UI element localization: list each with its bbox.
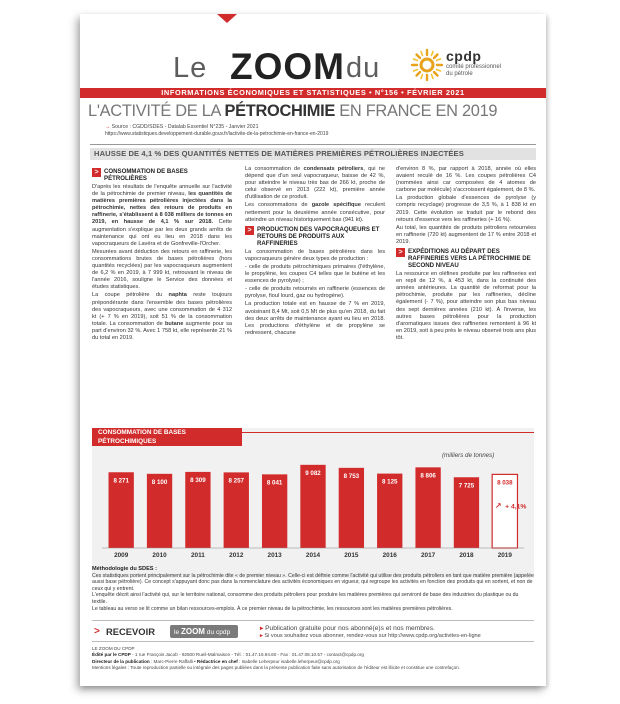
trend-arrow-icon: ↗ bbox=[494, 501, 502, 511]
chevron-right-icon: > bbox=[245, 226, 254, 235]
chart-tick-label: 2013 bbox=[267, 552, 282, 559]
section-title: EXPÉDITIONS AU DÉPART DES RAFFINERIES VERS LA PÉTROCHIMIE DE SECOND NIVEAU bbox=[408, 248, 531, 270]
logo-name: cpdp bbox=[446, 48, 482, 64]
text: D'après les résultats de l'enquête annuelle sur l'activité de la pétrochimie de premier niveau, bbox=[92, 184, 232, 198]
chart-bar bbox=[300, 465, 325, 548]
methodology-block bbox=[92, 566, 534, 612]
chart-value-label: 8 100 bbox=[151, 478, 168, 486]
chart-header bbox=[92, 428, 534, 445]
text: : Marc-Pierre Raffalli • bbox=[149, 658, 197, 664]
chart-tick-label: 2018 bbox=[459, 552, 474, 559]
chart-bar bbox=[415, 467, 440, 548]
zoom-badge bbox=[170, 625, 238, 638]
footer bbox=[92, 646, 534, 671]
chart-value-label: 9 082 bbox=[305, 469, 321, 477]
chart-tick-label: 2014 bbox=[305, 552, 321, 559]
chart-value-label: 8 041 bbox=[266, 479, 283, 487]
text-bold: Édité par le CPDP bbox=[92, 652, 131, 658]
paragraph: Au total, les quantités de produits pétroliers retournées en raffinerie (720 kt) augmentent de 17 % entre 2018 et 2019. bbox=[396, 224, 536, 245]
paragraph: La production globale d'essences de pyrolyse (y compris recyclage) progresse de 3,5 %, à 1 838 kt en 2019. Cette évolution se traduit par le rebond des retours d'essence vers les raffineries (+ 16 %). bbox=[396, 195, 536, 223]
subscribe-line-2[interactable] bbox=[260, 633, 481, 639]
text-bold: butane bbox=[164, 320, 184, 327]
headline-banner: HAUSSE DE 4,1 % DES QUANTITÉS NETTES DE MATIÈRES PREMIÈRES PÉTROLIÈRES INJECTÉES bbox=[90, 148, 536, 160]
badge-le: le bbox=[174, 629, 181, 636]
title-post: EN FRANCE EN 2019 bbox=[335, 102, 498, 120]
title-bold: PÉTROCHIMIE bbox=[224, 102, 336, 120]
chart-unit-label: (milliers de tonnes) bbox=[442, 452, 495, 459]
chart-tick-label: 2011 bbox=[190, 552, 205, 559]
text: augmente pour sa part d'environ 32 %. Avec 1 758 kt, elle représente 21 % du total en 2019. bbox=[92, 320, 232, 341]
chart-value-label: 8 038 bbox=[497, 479, 513, 487]
receive-label: RECEVOIR bbox=[106, 626, 155, 637]
newsletter-page bbox=[80, 14, 546, 686]
paragraph: - celle de produits pétrochimiques primaires (l'éthylène, le propylène, les coupes C4 telles que le butène et les essences de pyrolyse) ; bbox=[245, 263, 385, 285]
sun-logo-icon bbox=[410, 48, 444, 82]
paragraph bbox=[245, 166, 385, 201]
text-bold: les quantités de matières premières pétrolières injectées dans la pétrochimie, nettes des retours de produits en raffinerie, s'établissent à 8 038 milliers de tonnes en 2019, en hausse de 4,1 % sur 2018. bbox=[92, 191, 232, 226]
text-bold: gazole spécifique bbox=[311, 202, 361, 209]
chart-value-label: 8 753 bbox=[343, 472, 360, 480]
masthead bbox=[80, 44, 546, 87]
methodology-p3: Le tableau au verso se lit comme un bilan ressources-emplois. À ce premier niveau de la pétrochimie, les ressources sont les matières premières pétrolières. bbox=[92, 605, 453, 612]
chevron-right-icon: > bbox=[94, 626, 100, 637]
text: La consommation de bbox=[245, 166, 304, 172]
paragraph bbox=[92, 184, 232, 248]
methodology-p1: Ces statistiques portent principalement sur la pétrochimie dite « de premier niveau ». Celle-ci est définie comme l'activité qui utilise des produits pétroliers en tant que matière première (appelée aussi base pétrolière). Ce concept s'appuyant donc pas dans la nomenclature des activités économiques en vigueur, qui regroupe les activités en fonction des produits qui en sortent, et non de ceux qui y entrent. bbox=[92, 572, 534, 592]
column-1 bbox=[92, 166, 232, 343]
subscribe-line-1 bbox=[260, 624, 435, 632]
arrow-icon: → bbox=[105, 124, 112, 130]
chart-annotation: + 4,1% bbox=[505, 503, 527, 511]
chart-value-label: 8 806 bbox=[420, 472, 436, 480]
masthead-du: du bbox=[346, 52, 381, 84]
text-bold: condensats pétroliers bbox=[303, 166, 364, 172]
bar-chart bbox=[92, 437, 534, 565]
text-bold: naphta bbox=[168, 292, 187, 299]
arrow-icon: ▸ bbox=[260, 633, 263, 639]
chart-value-label: 8 257 bbox=[228, 477, 245, 485]
chevron-right-icon: > bbox=[92, 168, 101, 177]
source-text: Source : CGDD/SDES - Datalab Essentiel N°235 - Janvier 2021 bbox=[111, 124, 259, 130]
source-url[interactable]: https://www.statistiques.developpement-durable.gouv.fr/lactivite-de-la-petrochimie-en-france-en-2019 bbox=[105, 131, 329, 137]
paragraph: - celle de produits retournés en raffinerie (essences de pyrolyse, fioul lourd, gaz ou hydrogène). bbox=[245, 286, 385, 300]
text: Les consommations de bbox=[245, 202, 312, 209]
red-triangle-mark bbox=[217, 14, 237, 23]
chart-tick-label: 2016 bbox=[382, 552, 397, 559]
chart-value-label: 8 271 bbox=[113, 477, 129, 485]
section-heading bbox=[396, 248, 536, 269]
section-title: PRODUCTION DES VAPOCRAQUEURS ET RETOURS DE PRODUITS AUX RAFFINERIES bbox=[257, 225, 380, 247]
text: reste toujours prépondérante dans l'ensemble des bases pétrolières des vapocraqueurs, avec une consommation de 4 312 kt (+ 7 % en 2019), soit 51 % de la consommation totale. La consommation de bbox=[92, 292, 232, 327]
column-2 bbox=[245, 166, 385, 338]
text-bold: Directeur de la publication bbox=[92, 658, 150, 664]
column-3 bbox=[396, 166, 536, 343]
title-pre: L'ACTIVITÉ DE LA bbox=[88, 102, 225, 120]
masthead-le: Le bbox=[173, 52, 208, 84]
paragraph: Mesurées avant déduction des retours en raffinerie, les consommations brutes de bases pétrolières (hors quantités recyclées) par les vapocraqueurs augmentent de 6,2 % en 2019, à 7 999 kt, retrouvant le niveau de l'année 2016, souligne le Service des données et études statistiques. bbox=[92, 248, 232, 291]
text: reculent nettement pour la deuxième année consécutive, pour atteindre un niveau historiquement bas (941 kt). bbox=[245, 202, 385, 223]
badge-du: du cpdp bbox=[204, 629, 231, 636]
methodology-p2: L'enquête décrit ainsi l'activité qui, sur le territoire national, consomme des produits pétroliers pour produire les matières premières qui serviront de base des industries du plastique ou du textile. bbox=[92, 592, 519, 605]
paragraph: La consommation de bases pétrolières dans les vapocraqueurs génère deux types de production : bbox=[245, 248, 385, 262]
masthead-zoom: ZOOM bbox=[230, 46, 345, 87]
chart-value-label: 8 125 bbox=[381, 478, 398, 486]
paragraph: La ressource en oléfines produite par les raffineries est en repli de 12 %, à 453 kt, dans la continuité des années antérieures. La quantité de reformat pour la pétrochimie, produite par les raffineries, décline également (- 7 %), pour atteindre son plus bas niveau des sept dernières années (210 kt). À l'inverse, les autres bases pétrolières pour la production d'aromatiques issues des raffineries remontent à 96 kt en 2019, soit à peu près le niveau observé trois ans plus tôt. bbox=[396, 271, 536, 341]
subscribe-text-2[interactable]: Si vous souhaitez vous abonner, rendez-vous sur http://www.cpdp.org/activites-en-ligne bbox=[262, 633, 481, 639]
chart-value-label: 8 309 bbox=[190, 476, 206, 484]
chart-bar bbox=[339, 468, 364, 548]
section-heading bbox=[245, 226, 385, 247]
section-title: CONSOMMATION DE BASES PÉTROLIÈRES bbox=[104, 168, 188, 182]
paragraph bbox=[92, 292, 232, 342]
subscribe-bar bbox=[92, 620, 534, 642]
subscribe-text-1: Publication gratuite pour nos abonné(e)s et nos membres. bbox=[263, 625, 435, 632]
cpdp-logo bbox=[410, 48, 520, 84]
page-title bbox=[88, 102, 544, 121]
chart-tick-label: 2012 bbox=[229, 552, 244, 559]
text: , qui ne dépend que d'un seul vapocraqueur, baisse de 42 %, pour atteindre le niveau très bas de 266 kt, proche de celui observé en 2013 (222 kt), première année d'utilisation de ce produit. bbox=[245, 166, 386, 201]
text: La coupe pétrolière du bbox=[92, 292, 169, 299]
section-heading bbox=[92, 168, 232, 182]
source-line bbox=[105, 124, 258, 130]
paragraph bbox=[245, 202, 385, 223]
chart-value-label: 7 725 bbox=[458, 482, 475, 490]
chart-tick-label: 2015 bbox=[344, 552, 359, 559]
chevron-right-icon: > bbox=[396, 248, 405, 257]
chart-tick-label: 2010 bbox=[152, 552, 167, 559]
footer-line-4: Mentions légales : Toute reproduction partielle ou intégrale des pages publiées dans la présente publication faite sans autorisation de l'éditeur est illicite et constitue une contrefaçon. bbox=[92, 664, 461, 670]
chart-tick-label: 2017 bbox=[420, 552, 436, 559]
chart-title: CONSOMMATION DE BASES PÉTROCHIMIQUES bbox=[92, 428, 242, 446]
text-bold: Rédactrice en chef bbox=[196, 658, 238, 664]
footer-line-1: LE ZOOM DU CPDP bbox=[92, 646, 135, 651]
text: - 1 rue François Jacob - 92500 Rueil-Malmaison - Tél. : 01.47.16.94.60 - Fax : 01.47.08.10.57 - contact@cpdp.org bbox=[130, 652, 364, 658]
logo-subtitle: comité professionnel du pétrole bbox=[446, 64, 502, 77]
chart-tick-label: 2009 bbox=[114, 552, 129, 559]
issue-band: INFORMATIONS ÉCONOMIQUES ET STATISTIQUES • N°156 • FÉVRIER 2021 bbox=[80, 88, 546, 98]
badge-zoom: ZOOM bbox=[180, 627, 205, 636]
paragraph: d'environ 8 %, par rapport à 2018, année où elles avaient reculé de 16 %. Les coupes pétrolières C4 (nommées ainsi car composées de 4 atomes de carbone par molécule) s'accroissent également, de 8 %. bbox=[396, 166, 536, 194]
text: : Isabelle Leherpeur isabelle.leherpeur@cpdp.org bbox=[237, 658, 340, 664]
methodology-title: Méthodologie du SDES : bbox=[92, 566, 157, 572]
chart-header-rule bbox=[242, 432, 534, 433]
chart-tick-label: 2019 bbox=[497, 552, 512, 559]
text: Cette augmentation s'explique par les deux grands arrêts de maintenance qui ont eu lieu en 2018 dans les vapocraqueurs de Lavéra et de Gonfreville-l'Orcher. bbox=[92, 219, 232, 247]
divider bbox=[90, 144, 536, 145]
paragraph: La production totale est en hausse de 7 % en 2019, avoisinant 8,4 Mt, soit 0,5 Mt de plus qu'en 2018, du fait des deux arrêts de maintenance ayant eu lieu en 2018. Les productions d'éthylène et de propylène se redressent, chacune bbox=[245, 301, 385, 336]
arrow-icon: ▸ bbox=[260, 625, 264, 632]
